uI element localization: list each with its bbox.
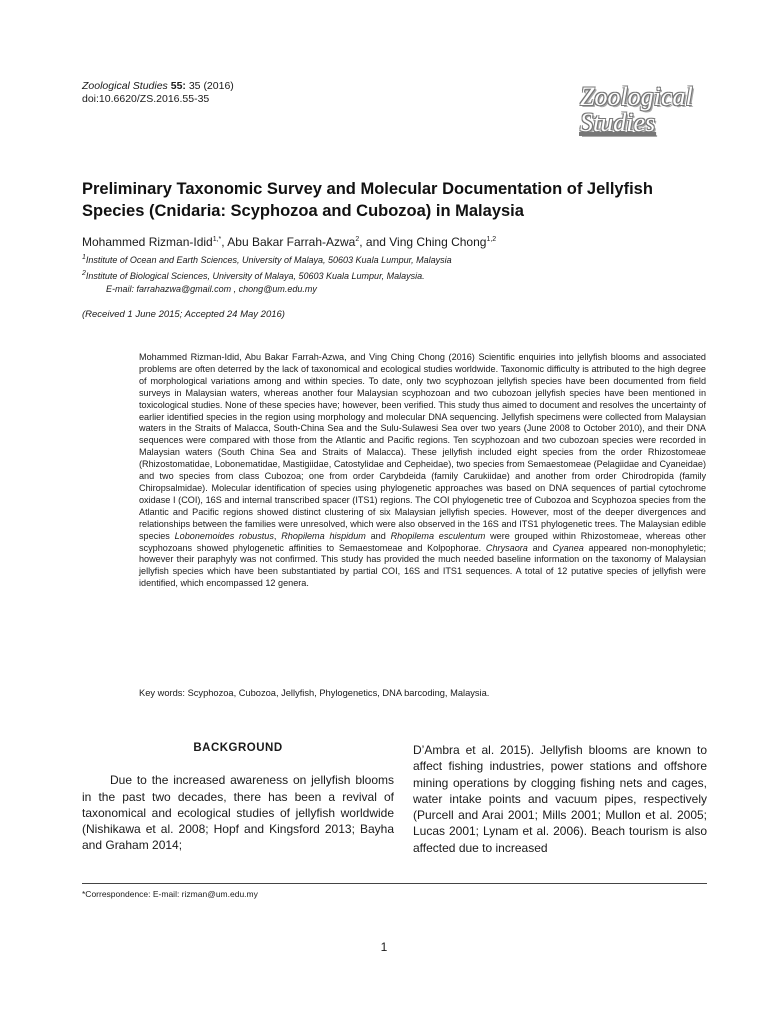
journal-citation	[82, 80, 234, 106]
species-name: Rhopilema hispidum	[281, 530, 366, 541]
author-2: , Abu Bakar Farrah-Azwa	[221, 235, 356, 249]
aff-2-sup: 2	[82, 270, 86, 277]
footnote-divider	[82, 883, 707, 884]
page-number: 1	[380, 940, 388, 954]
journal-issue: 35 (2016)	[188, 80, 234, 92]
logo-line-2: Studies	[580, 108, 656, 137]
received-dates: (Received 1 June 2015; Accepted 24 May 2016)	[82, 309, 285, 320]
body-paragraph: D’Ambra et al. 2015). Jellyfish blooms are known to affect fishing industries, power stations and offshore mining operations by clogging fishing nets and cages, water intake points and vacuum pipes, respectively (Purcell and Arai 2001; Mills 2001; Mullon et al. 2005; Lucas 2001; Lynam et al. 2006). Beach tourism is also affected due to increased	[413, 743, 707, 855]
correspondence-footnote: *Correspondence: E-mail: rizman@um.edu.my	[82, 889, 258, 899]
section-heading: BACKGROUND	[193, 742, 283, 754]
species-name: Cyanea	[552, 542, 584, 553]
author-list	[82, 232, 496, 250]
abstract-separator: ,	[273, 530, 282, 541]
author-3: , and Ving Ching Chong	[359, 235, 487, 249]
author-1-sup: 1,*	[212, 236, 222, 243]
body-paragraph: Due to the increased awareness on jellyfish blooms in the past two decades, there has been a revival of taxonomical and ecological studies of jellyfish worldwide (Nishikawa et al. 2008; Hopf and Kingsford 2013; Bayha and Graham 2014;	[82, 773, 394, 853]
journal-volume: 55:	[170, 80, 186, 92]
journal-name: Zoological Studies	[82, 80, 168, 92]
body-column-right	[413, 742, 707, 856]
doi: doi:10.6620/ZS.2016.55-35	[82, 93, 210, 105]
author-2-sup: 2	[355, 236, 360, 243]
body-column-left	[82, 740, 394, 854]
abstract-text-2: were grouped within Rhizostomeae, whereas other scyphozoans showed phylogenetic affinities to Semaestomeae and Kolpophorae.	[139, 530, 706, 553]
species-name: Lobonemoides robustus	[174, 530, 274, 541]
species-name: Rhopilema esculentum	[390, 530, 486, 541]
article-title: Preliminary Taxonomic Survey and Molecular Documentation of Jellyfish Species (Cnidaria: Scyphozoa and Cubozoa) in Malaysia	[82, 180, 653, 220]
logo-line-1: Zoological	[580, 82, 693, 111]
author-3-sup: 1,2	[486, 236, 497, 243]
author-emails: E-mail: farrahazwa@gmail.com , chong@um.edu.my	[106, 284, 317, 294]
abstract	[139, 352, 706, 590]
keywords: Key words: Scyphozoa, Cubozoa, Jellyfish, Phylogenetics, DNA barcoding, Malaysia.	[139, 688, 490, 698]
journal-logo	[580, 84, 700, 136]
aff-1-sup: 1	[82, 254, 86, 261]
species-name: Chrysaora	[485, 542, 528, 553]
abstract-separator: and	[365, 530, 391, 541]
abstract-separator: and	[527, 542, 553, 553]
affiliations	[82, 251, 452, 296]
author-1: Mohammed Rizman-Idid	[82, 235, 213, 249]
affiliation-1: Institute of Ocean and Earth Sciences, University of Malaya, 50603 Kuala Lumpur, Malaysia	[85, 255, 452, 265]
abstract-text-3: appeared non-monophyletic; however their paraphyly was not confirmed. This study has provided the much needed baseline information on the taxonomy of Malaysian jellyfish species which have been substantiated by partial COI, 16S and ITS1 sequences. A total of 12 putative species of jellyfish were identified, which encompassed 12 genera.	[139, 542, 706, 589]
affiliation-2: Institute of Biological Sciences, University of Malaya, 50603 Kuala Lumpur, Malaysia.	[85, 271, 425, 281]
abstract-text-1: Mohammed Rizman-Idid, Abu Bakar Farrah-Azwa, and Ving Ching Chong (2016) Scientific enquiries into jellyfish blooms and associated problems are often deterred by the lack of taxonomical and ecological studies worldwide. Taxonomic difficulty is attributed to the high degree of morphological variations among and within species. To date, only two scyphozoan jellyfish species have been documented from field surveys in Malaysian waters, whereas another four Malaysian scyphozoan and two cubozoan jellyfish species have been mentioned in toxicological studies. None of these species have; however, been verified. This study thus aimed to document and resolves the uncertainty of earlier identified species in the region using morphology and molecular DNA sequencing. Jellyfish specimens were collected from Malaysian waters in the Straits of Malacca, South-China Sea and the Sulu-Sulawesi Sea over two years (June 2008 to October 2010), and their DNA sequences were compared with those from the Atlantic and Pacific regions. Ten scyphozoan and two cubozoan species were recorded in Malaysian waters (South China Sea and Straits of Malacca). These jellyfish included eight species from the order Rhizostomeae (Rhizostomatidae, Lobonematidae, Mastigiidae, Catostylidae and Cepheidae), two species from Semaestomeae (Pelagiidae and Cyaneidae) and two species from class Cubozoa; one from order Carybdeida (family Carukiidae) and another from order Chirodropida (family Chiropsalmidae). Molecular identification of species using phylogenetic approaches was based on DNA sequences of partial cytochrome oxidase I (COI), 16S and internal transcribed spacer (ITS1) regions. The COI phylogenetic tree of Cubozoa and Scyphozoa species from the Atlantic and Pacific regions showed distinct clustering of six Malaysian jellyfish species. However, most of the deeper divergences and relationships between the families were unresolved, which were also observed in the 16S and ITS1 phylogenetic trees. The Malaysian edible species	[139, 352, 706, 541]
